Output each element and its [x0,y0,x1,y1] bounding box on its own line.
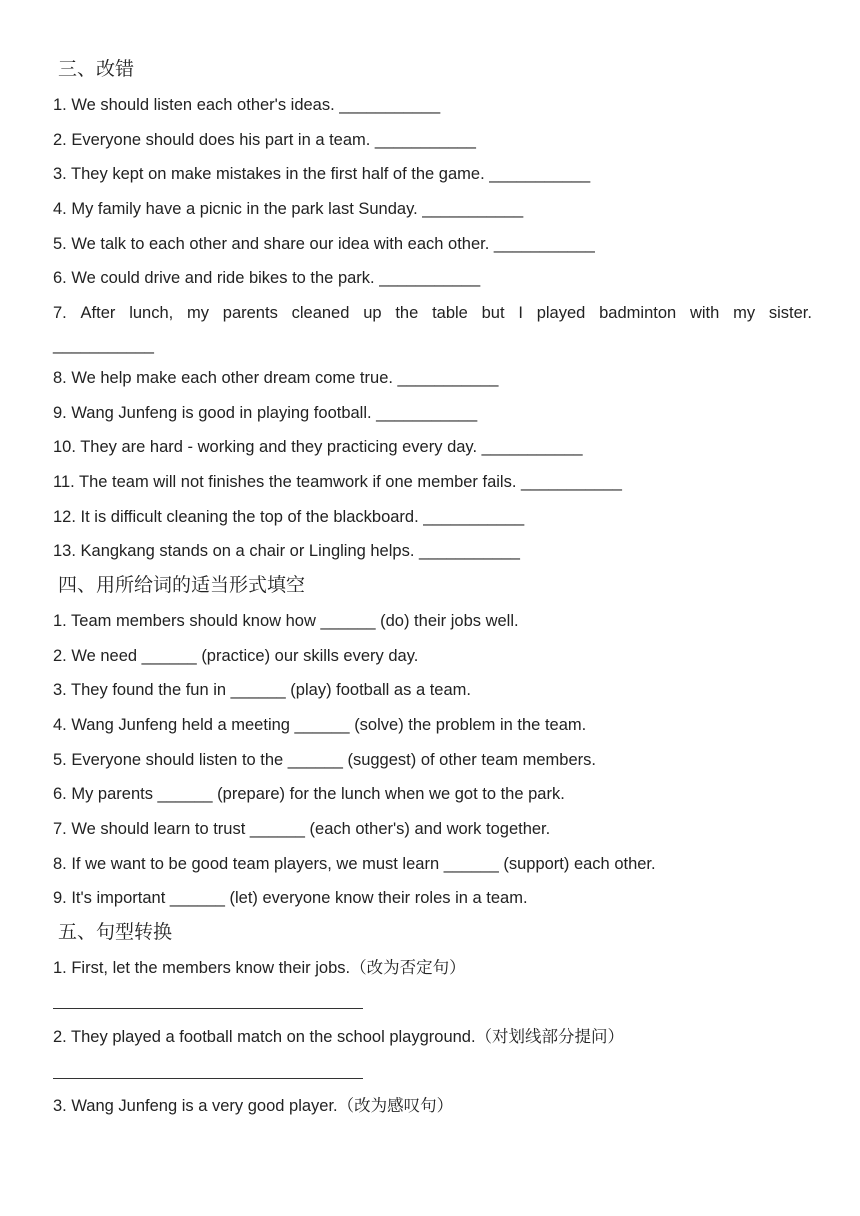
question-item: 1. First, let the members know their jobs.（改为否定句） [53,959,466,977]
question-item: 6. We could drive and ride bikes to the park. ___________ [53,269,481,287]
question-item: 3. Wang Junfeng is a very good player.（改为感叹句） [53,1097,454,1115]
question-item: 4. Wang Junfeng held a meeting ______ (solve) the problem in the team. [53,716,587,734]
question-item: 6. My parents ______ (prepare) for the lunch when we got to the park. [53,785,565,803]
sentence-word: up [363,304,382,322]
answer-line [53,1078,363,1079]
question-item: 11. The team will not finishes the teamwork if one member fails. ___________ [53,473,622,491]
sentence-word: After [80,304,116,322]
question-item: 7. We should learn to trust ______ (each other's) and work together. [53,820,551,838]
question-item [53,301,812,325]
sentence-word: my [187,304,209,322]
question-item: 1. We should listen each other's ideas. ___________ [53,96,441,114]
question-item: 5. Everyone should listen to the ______ (suggest) of other team members. [53,751,596,769]
section-heading-sentence-transform: 五、句型转换 [58,922,173,943]
question-item: 8. If we want to be good team players, we must learn ______ (support) each other. [53,855,656,873]
sentence-word: played [536,304,586,322]
sentence-word: but [481,304,505,322]
answer-blank: ___________ [53,336,154,354]
sentence-word: cleaned [291,304,350,322]
sentence-word: my [733,304,756,322]
answer-line [53,1008,363,1009]
question-item: 2. We need ______ (practice) our skills every day. [53,647,419,665]
section-heading-word-forms: 四、用所给词的适当形式填空 [58,575,306,596]
question-item: 8. We help make each other dream come true. ___________ [53,369,499,387]
sentence-word: the [395,304,419,322]
sentence-word: I [518,304,523,322]
sentence-word: lunch, [129,304,174,322]
question-item: 2. Everyone should does his part in a team. ___________ [53,131,476,149]
question-item: 5. We talk to each other and share our idea with each other. ___________ [53,235,595,253]
sentence-word: badminton [599,304,677,322]
question-item: 9. Wang Junfeng is good in playing football. ___________ [53,404,478,422]
question-item: 10. They are hard - working and they practicing every day. ___________ [53,438,583,456]
question-item: 4. My family have a picnic in the park last Sunday. ___________ [53,200,524,218]
sentence-word: 7. [53,304,67,322]
sentence-word: table [432,304,468,322]
question-item: 3. They kept on make mistakes in the first half of the game. ___________ [53,165,591,183]
question-item: 1. Team members should know how ______ (do) their jobs well. [53,612,519,630]
sentence-word: parents [222,304,278,322]
justified-sentence [53,301,812,325]
question-item: 2. They played a football match on the school playground.（对划线部分提问） [53,1028,625,1046]
question-item: 12. It is difficult cleaning the top of the blackboard. ___________ [53,508,525,526]
section-heading-correct-errors: 三、改错 [58,59,135,80]
sentence-word: with [689,304,720,322]
question-item: 3. They found the fun in ______ (play) football as a team. [53,681,471,699]
question-item: 9. It's important ______ (let) everyone know their roles in a team. [53,889,528,907]
sentence-word: sister. [768,304,812,322]
question-item: 13. Kangkang stands on a chair or Lingling helps. ___________ [53,542,520,560]
